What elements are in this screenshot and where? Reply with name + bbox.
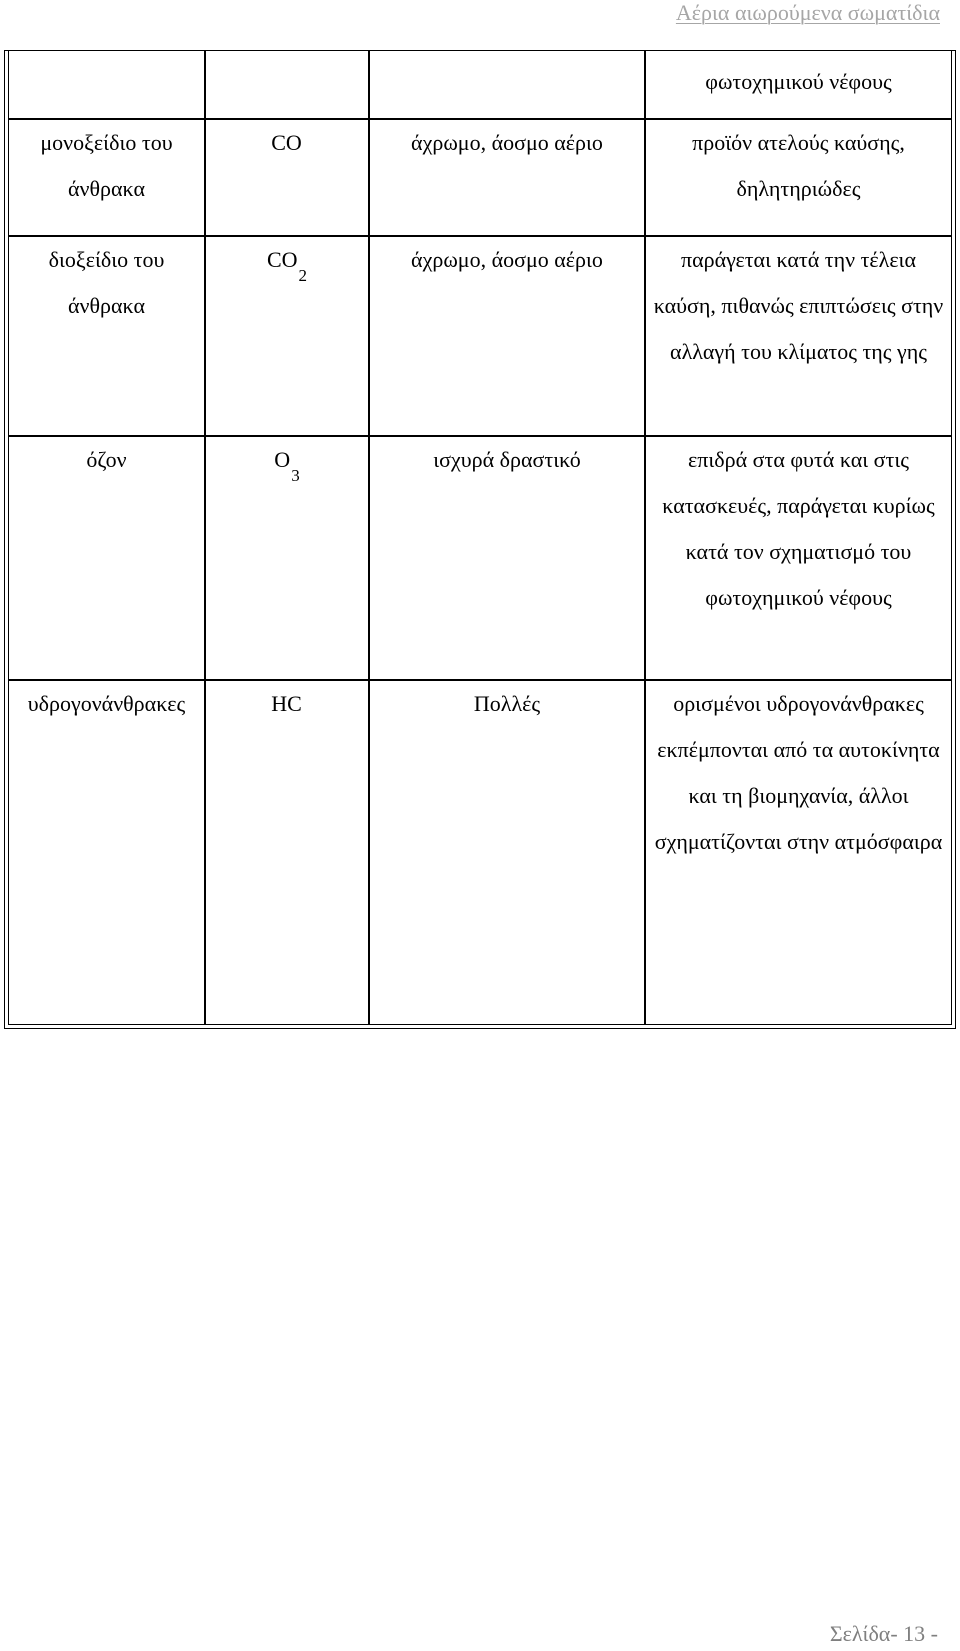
formula-subscript: 3 [291,465,300,485]
formula-subscript: 2 [298,265,308,285]
cell-properties: Πολλές [369,680,645,1024]
cell-formula [205,436,369,680]
cell-properties [369,51,645,119]
cell-name: διοξείδιο του άνθρακα [9,236,205,436]
cell-name: μονοξείδιο του άνθρακα [9,119,205,236]
formula-text: CO [271,129,302,155]
cell-formula [205,680,369,1024]
page-number: Σελίδα- 13 - [829,1621,938,1646]
cell-properties: άχρωμο, άοσμο αέριο [369,119,645,236]
cell-name [9,51,205,119]
cell-notes: παράγεται κατά την τέλεια καύση, πιθανώς επιπτώσεις στην αλλαγή του κλίματος της γης [645,236,951,436]
formula-text: CO [266,246,298,272]
table-row [9,436,951,680]
formula-text: HC [271,690,302,716]
cell-notes: προϊόν ατελούς καύσης, δηλητηριώδες [645,119,951,236]
table-row [9,119,951,236]
cell-formula [205,236,369,436]
cell-formula [205,51,369,119]
cell-name: υδρογονάνθρακες [9,680,205,1024]
pollutants-table [9,51,951,1024]
table-row [9,236,951,436]
table-row [9,680,951,1024]
cell-notes: επιδρά στα φυτά και στις κατασκευές, παράγεται κυρίως κατά τον σχηματισμό του φωτοχημικού νέφους [645,436,951,680]
cell-formula [205,119,369,236]
cell-notes: φωτοχημικού νέφους [645,51,951,119]
running-header: Αέρια αιωρούμενα σωματίδια [675,0,940,25]
pollutants-table-inner [8,51,952,1025]
cell-properties: άχρωμο, άοσμο αέριο [369,236,645,436]
cell-notes: ορισμένοι υδρογονάνθρακες εκπέμπονται από τα αυτοκίνητα και τη βιομηχανία, άλλοι σχηματίζονται στην ατμόσφαιρα [645,680,951,1024]
table-row-continuation [9,51,951,119]
pollutants-table-frame [4,50,956,1029]
cell-properties: ισχυρά δραστικό [369,436,645,680]
formula-text: O [274,446,291,472]
cell-name: όζον [9,436,205,680]
